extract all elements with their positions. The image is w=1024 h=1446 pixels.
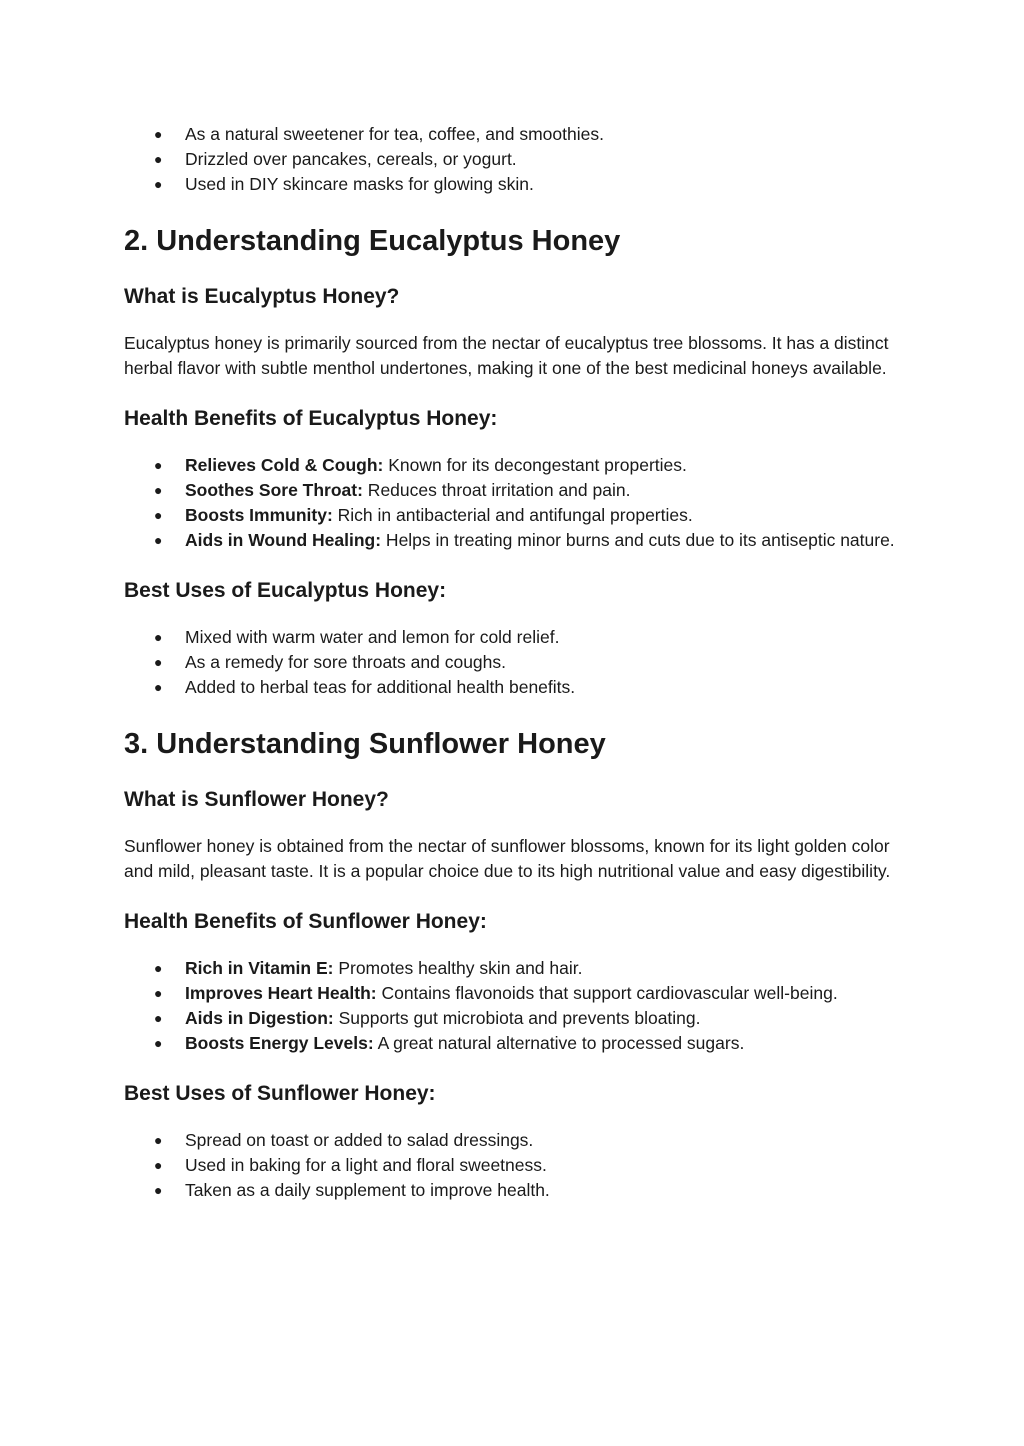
sunflower-benefits-heading: Health Benefits of Sunflower Honey:	[124, 910, 487, 933]
list-item: ● Drizzled over pancakes, cereals, or yogurt.	[124, 147, 904, 172]
eucalyptus-section-heading: 2. Understanding Eucalyptus Honey	[124, 225, 621, 257]
bullet-icon: ●	[154, 629, 163, 645]
sunflower-benefits-list	[124, 956, 904, 1056]
eucalyptus-benefits-list	[124, 453, 904, 553]
list-item	[124, 453, 904, 478]
list-item: ● Spread on toast or added to salad dressings.	[124, 1128, 904, 1153]
bullet-icon: ●	[154, 1010, 163, 1026]
bullet-icon: ●	[154, 507, 163, 523]
benefit-label: Boosts Immunity:	[185, 505, 333, 525]
bullet-icon: ●	[154, 176, 163, 192]
benefit-text: Known for its decongestant properties.	[383, 455, 687, 475]
bullet-icon: ●	[154, 482, 163, 498]
benefit-label: Aids in Digestion:	[185, 1008, 334, 1028]
benefit-label: Improves Heart Health:	[185, 983, 377, 1003]
bullet-icon: ●	[154, 151, 163, 167]
eucalyptus-uses-list	[124, 625, 904, 700]
list-item: ● Taken as a daily supplement to improve health.	[124, 1178, 904, 1203]
list-item	[124, 503, 904, 528]
bullet-icon: ●	[154, 654, 163, 670]
list-item: ● Used in DIY skincare masks for glowing skin.	[124, 172, 904, 197]
document-page	[124, 122, 904, 1203]
list-item	[124, 528, 904, 553]
list-item	[124, 1031, 904, 1056]
eucalyptus-benefits-heading: Health Benefits of Eucalyptus Honey:	[124, 407, 498, 430]
bullet-icon: ●	[154, 1157, 163, 1173]
sunflower-what-heading: What is Sunflower Honey?	[124, 788, 389, 811]
sunflower-uses-list	[124, 1128, 904, 1203]
benefit-label: Relieves Cold & Cough:	[185, 455, 384, 475]
eucalyptus-what-heading: What is Eucalyptus Honey?	[124, 285, 400, 308]
list-item	[124, 478, 904, 503]
list-item: ● Mixed with warm water and lemon for cold relief.	[124, 625, 904, 650]
bullet-icon: ●	[154, 1132, 163, 1148]
sunflower-section-heading: 3. Understanding Sunflower Honey	[124, 728, 606, 760]
list-item: ● Added to herbal teas for additional health benefits.	[124, 675, 904, 700]
benefit-text: Contains flavonoids that support cardiovascular well-being.	[376, 983, 838, 1003]
bullet-icon: ●	[154, 457, 163, 473]
benefit-label: Soothes Sore Throat:	[185, 480, 363, 500]
eucalyptus-uses-heading: Best Uses of Eucalyptus Honey:	[124, 579, 447, 602]
benefit-text: Rich in antibacterial and antifungal properties.	[332, 505, 693, 525]
bullet-icon: ●	[154, 126, 163, 142]
list-item	[124, 981, 904, 1006]
bullet-icon: ●	[154, 1035, 163, 1051]
sunflower-what-paragraph: Sunflower honey is obtained from the nectar of sunflower blossoms, known for its light golden color and mild, pleasant taste. It is a popular choice due to its high nutritional value and easy digestibility.	[124, 836, 891, 881]
list-item	[124, 956, 904, 981]
benefit-text: Helps in treating minor burns and cuts due to its antiseptic nature.	[381, 530, 895, 550]
list-item: ● As a natural sweetener for tea, coffee, and smoothies.	[124, 122, 904, 147]
list-item: ● Used in baking for a light and floral sweetness.	[124, 1153, 904, 1178]
bullet-icon: ●	[154, 985, 163, 1001]
sunflower-uses-heading: Best Uses of Sunflower Honey:	[124, 1082, 436, 1105]
bullet-icon: ●	[154, 1182, 163, 1198]
benefit-text: Reduces throat irritation and pain.	[362, 480, 631, 500]
intro-uses-list	[124, 122, 904, 197]
benefit-label: Rich in Vitamin E:	[185, 958, 334, 978]
list-item	[124, 1006, 904, 1031]
benefit-text: A great natural alternative to processed sugars.	[373, 1033, 745, 1053]
benefit-text: Supports gut microbiota and prevents bloating.	[333, 1008, 701, 1028]
benefit-text: Promotes healthy skin and hair.	[333, 958, 583, 978]
bullet-icon: ●	[154, 960, 163, 976]
benefit-label: Boosts Energy Levels:	[185, 1033, 374, 1053]
benefit-label: Aids in Wound Healing:	[185, 530, 382, 550]
list-item: ● As a remedy for sore throats and coughs.	[124, 650, 904, 675]
bullet-icon: ●	[154, 532, 163, 548]
bullet-icon: ●	[154, 679, 163, 695]
eucalyptus-what-paragraph: Eucalyptus honey is primarily sourced from the nectar of eucalyptus tree blossoms. It has a distinct herbal flavor with subtle menthol undertones, making it one of the best medicinal honeys available.	[124, 333, 889, 378]
